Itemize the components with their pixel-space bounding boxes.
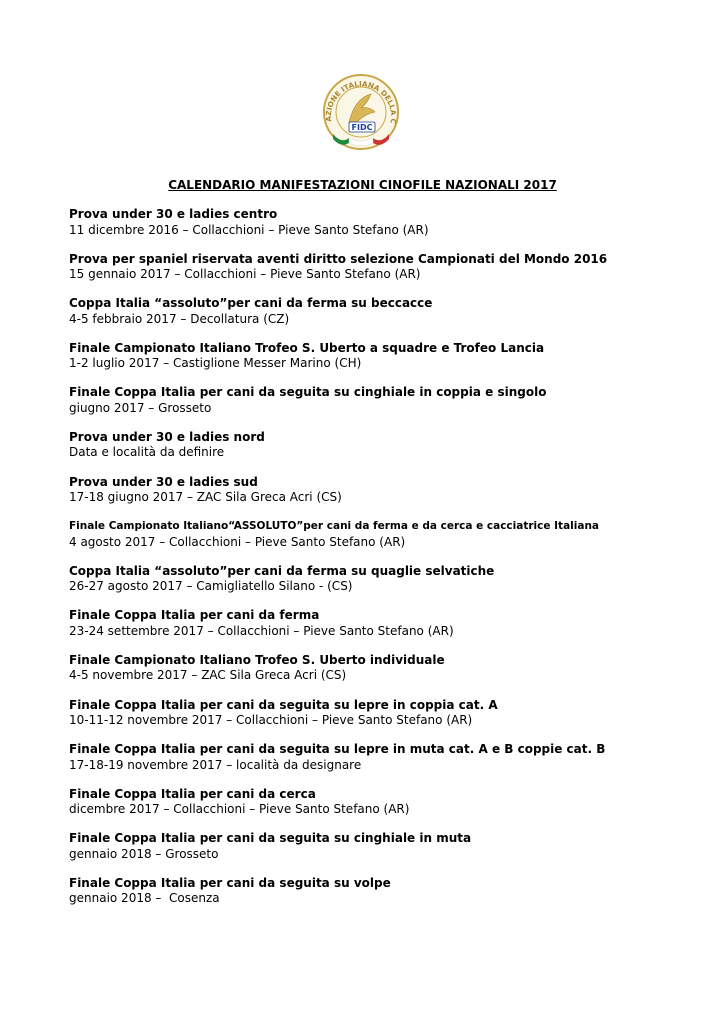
- event-title: Prova per spaniel riservata aventi diritto selezione Campionati del Mondo 2016: [69, 251, 608, 266]
- document-title: CALENDARIO MANIFESTAZIONI CINOFILE NAZIONALI 2017: [168, 178, 557, 192]
- event-detail: giugno 2017 – Grosseto: [69, 400, 212, 415]
- event-detail: 11 dicembre 2016 – Collacchioni – Pieve Santo Stefano (AR): [69, 222, 429, 237]
- event-item: [69, 475, 689, 520]
- event-detail: 17-18-19 novembre 2017 – località da designare: [69, 757, 362, 772]
- fidc-logo: [319, 72, 403, 156]
- event-title: Finale Coppa Italia per cani da seguita su cinghiale in coppia e singolo: [69, 385, 547, 400]
- event-item: [69, 564, 689, 609]
- event-title: Finale Coppa Italia per cani da seguita su cinghiale in muta: [69, 831, 472, 846]
- event-item: [69, 207, 689, 252]
- event-detail: 4 agosto 2017 – Collacchioni – Pieve Santo Stefano (AR): [69, 534, 406, 549]
- event-detail: 10-11-12 novembre 2017 – Collacchioni – Pieve Santo Stefano (AR): [69, 713, 473, 728]
- event-detail: 4-5 novembre 2017 – ZAC Sila Greca Acri (CS): [69, 668, 347, 683]
- event-title: Coppa Italia “assoluto”per cani da ferma su quaglie selvatiche: [69, 563, 495, 578]
- event-list: [69, 207, 689, 921]
- event-title: Finale Coppa Italia per cani da seguita su lepre in coppia cat. A: [69, 697, 498, 712]
- event-item: [69, 742, 689, 787]
- event-item: [69, 608, 689, 653]
- event-item: [69, 698, 689, 743]
- event-detail: 15 gennaio 2017 – Collacchioni – Pieve Santo Stefano (AR): [69, 267, 421, 282]
- event-title: Prova under 30 e ladies sud: [69, 474, 258, 489]
- event-detail: 26-27 agosto 2017 – Camigliatello Silano - (CS): [69, 579, 353, 594]
- event-detail: 23-24 settembre 2017 – Collacchioni – Pieve Santo Stefano (AR): [69, 623, 454, 638]
- event-detail: gennaio 2018 – Grosseto: [69, 846, 219, 861]
- event-title: Finale Coppa Italia per cani da cerca: [69, 786, 316, 801]
- event-item: [69, 341, 689, 386]
- event-item: [69, 876, 689, 921]
- event-detail: 17-18 giugno 2017 – ZAC Sila Greca Acri (CS): [69, 490, 342, 505]
- logo-ring-text: AZIONE ITALIANA DELLA C: [323, 79, 399, 125]
- event-detail: dicembre 2017 – Collacchioni – Pieve Santo Stefano (AR): [69, 802, 410, 817]
- event-title: Prova under 30 e ladies nord: [69, 429, 265, 444]
- event-title: Finale Campionato Italiano Trofeo S. Uberto individuale: [69, 652, 445, 667]
- event-title: Finale Campionato Italiano Trofeo S. Uberto a squadre e Trofeo Lancia: [69, 340, 545, 355]
- event-item: [69, 519, 689, 564]
- event-detail: gennaio 2018 – Cosenza: [69, 891, 220, 906]
- event-item: [69, 252, 689, 297]
- fidc-emblem: [319, 72, 403, 156]
- event-title: Finale Coppa Italia per cani da ferma: [69, 608, 320, 623]
- event-title: Finale Campionato Italiano“ASSOLUTO”per cani da ferma e da cerca e cacciatrice Italiana: [69, 520, 599, 533]
- event-title: Coppa Italia “assoluto”per cani da ferma su beccacce: [69, 296, 433, 311]
- event-title: Finale Coppa Italia per cani da seguita su volpe: [69, 875, 391, 890]
- event-item: [69, 430, 689, 475]
- event-detail: 1-2 luglio 2017 – Castiglione Messer Marino (CH): [69, 356, 362, 371]
- event-title: Prova under 30 e ladies centro: [69, 207, 278, 221]
- event-item: [69, 831, 689, 876]
- event-item: [69, 385, 689, 430]
- event-item: [69, 787, 689, 832]
- event-item: [69, 296, 689, 341]
- logo-abbreviation: FIDC: [351, 123, 373, 132]
- event-title: Finale Coppa Italia per cani da seguita su lepre in muta cat. A e B coppie cat. B: [69, 742, 606, 757]
- event-item: [69, 653, 689, 698]
- event-detail: Data e località da definire: [69, 445, 225, 460]
- event-detail: 4-5 febbraio 2017 – Decollatura (CZ): [69, 311, 290, 326]
